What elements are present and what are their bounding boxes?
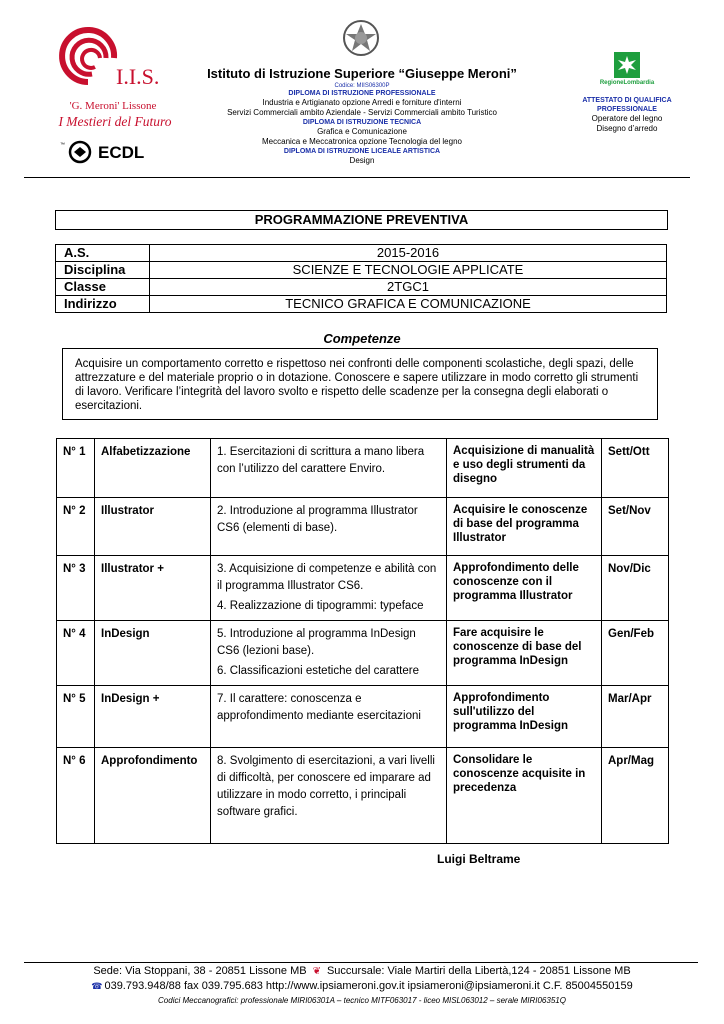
footer-divider [24, 962, 698, 963]
module-period: Set/Nov [602, 498, 669, 556]
region-name: RegioneLombardia [599, 80, 655, 86]
module-title: Illustrator + [95, 556, 211, 621]
competenze-text: Acquisire un comportamento corretto e rispettoso nei confronti delle componenti scolastiche, degli spazi, delle attrezzature e del materiale proprio o in dotazione. Conoscere e sapere utilizzare in modo corretto gli strumenti di lavoro. Verificare l’integrità del lavoro svolto e rispetto delle scadenze per la consegna degli elaborati o esercitazioni. [62, 348, 658, 420]
prof-line-1: Industria e Artigianato opzione Arredi e forniture d'interni [262, 98, 462, 107]
module-contents [211, 748, 447, 844]
module-number: N° 1 [57, 439, 95, 498]
info-value: 2015-2016 [150, 245, 667, 262]
footer-contacts-line [0, 980, 724, 992]
italian-republic-emblem-icon [342, 16, 380, 60]
region-line-2: Disegno d’arredo [596, 124, 658, 133]
table-row [57, 556, 669, 621]
module-number: N° 2 [57, 498, 95, 556]
iis-text: I.I.S. [116, 64, 160, 89]
info-row [56, 245, 667, 262]
table-row [57, 439, 669, 498]
module-content-item: 4. Realizzazione di tipogrammi: typeface [217, 600, 424, 612]
module-content-item: 7. Il carattere: conoscenza e approfondimento mediante esercitazioni [217, 693, 421, 722]
table-row [57, 621, 669, 686]
attestato-qualifica: ATTESTATO DI QUALIFICA PROFESSIONALE [582, 97, 672, 113]
module-objective: Fare acquisire le conoscenze di base del programma InDesign [447, 621, 602, 686]
info-value: TECNICO GRAFICA E COMUNICAZIONE [150, 296, 667, 313]
module-contents [211, 439, 447, 498]
module-title: InDesign [95, 621, 211, 686]
tec-line-1: Grafica e Comunicazione [317, 127, 407, 136]
info-row [56, 296, 667, 313]
footer-address [0, 965, 724, 977]
teacher-signature: Luigi Beltrame [437, 852, 521, 866]
module-period: Sett/Ott [602, 439, 669, 498]
prof-line-2: Servizi Commerciali ambito Aziendale - Servizi Commerciali ambito Turistico [227, 108, 497, 117]
module-period: Gen/Feb [602, 621, 669, 686]
module-number: N° 6 [57, 748, 95, 844]
bullet-icon: ❦ [312, 966, 321, 977]
module-contents [211, 556, 447, 621]
module-content-item: 2. Introduzione al programma Illustrator CS6 (elementi di base). [217, 505, 418, 534]
ecdl-text: ECDL [98, 143, 145, 162]
ecdl-tm: ™ [60, 142, 65, 148]
modules-table [56, 438, 669, 844]
school-motto: I Mestieri del Futuro [58, 114, 172, 129]
table-row [57, 748, 669, 844]
info-value: 2TGC1 [150, 279, 667, 296]
header-divider [24, 177, 690, 178]
table-row [57, 498, 669, 556]
footer-contacts: 039.793.948/88 fax 039.795.683 http://www.ipsiameroni.gov.it ipsiameroni@ipsiameroni.it C.F. 85004550159 [104, 980, 633, 992]
diploma-professionale: DIPLOMA DI ISTRUZIONE PROFESSIONALE [288, 90, 436, 97]
iis-spiral-icon [58, 22, 168, 97]
module-content-item: 5. Introduzione al programma InDesign CS6 (lezioni base). [217, 628, 416, 657]
ecdl-icon [60, 139, 96, 165]
module-objective: Approfondimento sull'utilizzo del programma InDesign [447, 686, 602, 748]
module-title: InDesign + [95, 686, 211, 748]
info-key: A.S. [56, 245, 150, 262]
institute-title: Istituto di Istruzione Superiore “Giuseppe Meroni” [207, 66, 517, 81]
footer-succursale: Succursale: Viale Martiri della Libertà,124 - 20851 Lissone MB [326, 965, 631, 977]
diploma-tecnica: DIPLOMA DI ISTRUZIONE TECNICA [302, 119, 422, 126]
module-number: N° 5 [57, 686, 95, 748]
institute-code: Codice: MIIS06300P [334, 83, 390, 89]
module-title: Alfabetizzazione [95, 439, 211, 498]
regione-lombardia-icon [614, 52, 640, 78]
info-row [56, 262, 667, 279]
ecdl-logo [60, 139, 170, 165]
info-table [55, 244, 667, 313]
module-content-item: 8. Svolgimento di esercitazioni, a vari livelli di difficoltà, per conoscere ed imparare ad utilizzare in modo corretto, i principali software grafici. [217, 755, 435, 818]
school-logo [58, 22, 172, 162]
footer-codes: Codici Meccanografici: professionale MIRI06301A – tecnico MITF063017 - liceo MISL063012 – serale MIRI06351Q [158, 996, 566, 1005]
tec-line-2: Meccanica e Meccatronica opzione Tecnologia del legno [262, 137, 462, 146]
school-subtitle: 'G. Meroni' Lissone [69, 100, 157, 112]
phone-icon: ☎ [91, 981, 103, 991]
module-objective: Acquisire le conoscenze di base del programma Illustrator [447, 498, 602, 556]
module-period: Mar/Apr [602, 686, 669, 748]
region-header [577, 52, 677, 134]
module-number: N° 3 [57, 556, 95, 621]
info-key: Disciplina [56, 262, 150, 279]
module-objective: Approfondimento delle conoscenze con il programma Illustrator [447, 556, 602, 621]
info-key: Classe [56, 279, 150, 296]
module-objective: Consolidare le conoscenze acquisite in precedenza [447, 748, 602, 844]
module-content-item: 3. Acquisizione di competenze e abilità con il programma Illustrator CS6. [217, 563, 437, 592]
module-period: Nov/Dic [602, 556, 669, 621]
table-row [57, 686, 669, 748]
module-number: N° 4 [57, 621, 95, 686]
info-key: Indirizzo [56, 296, 150, 313]
info-value: SCIENZE E TECNOLOGIE APPLICATE [150, 262, 667, 279]
institute-header [200, 66, 524, 166]
lic-line-1: Design [349, 156, 375, 165]
module-title: Illustrator [95, 498, 211, 556]
module-content-item: 6. Classificazioni estetiche del carattere [217, 665, 419, 677]
module-contents [211, 498, 447, 556]
competenze-title: Competenze [323, 331, 401, 346]
module-contents [211, 621, 447, 686]
region-line-1: Operatore del legno [591, 114, 663, 123]
document-title: PROGRAMMAZIONE PREVENTIVA [55, 210, 668, 230]
footer-sede: Sede: Via Stoppani, 38 - 20851 Lissone MB [93, 965, 307, 977]
module-contents [211, 686, 447, 748]
module-title: Approfondimento [95, 748, 211, 844]
diploma-liceale: DIPLOMA DI ISTRUZIONE LICEALE ARTISTICA [283, 148, 441, 155]
module-content-item: 1. Esercitazioni di scrittura a mano libera con l’utilizzo del carattere Enviro. [217, 446, 425, 475]
module-period: Apr/Mag [602, 748, 669, 844]
info-row [56, 279, 667, 296]
module-objective: Acquisizione di manualità e uso degli strumenti da disegno [447, 439, 602, 498]
